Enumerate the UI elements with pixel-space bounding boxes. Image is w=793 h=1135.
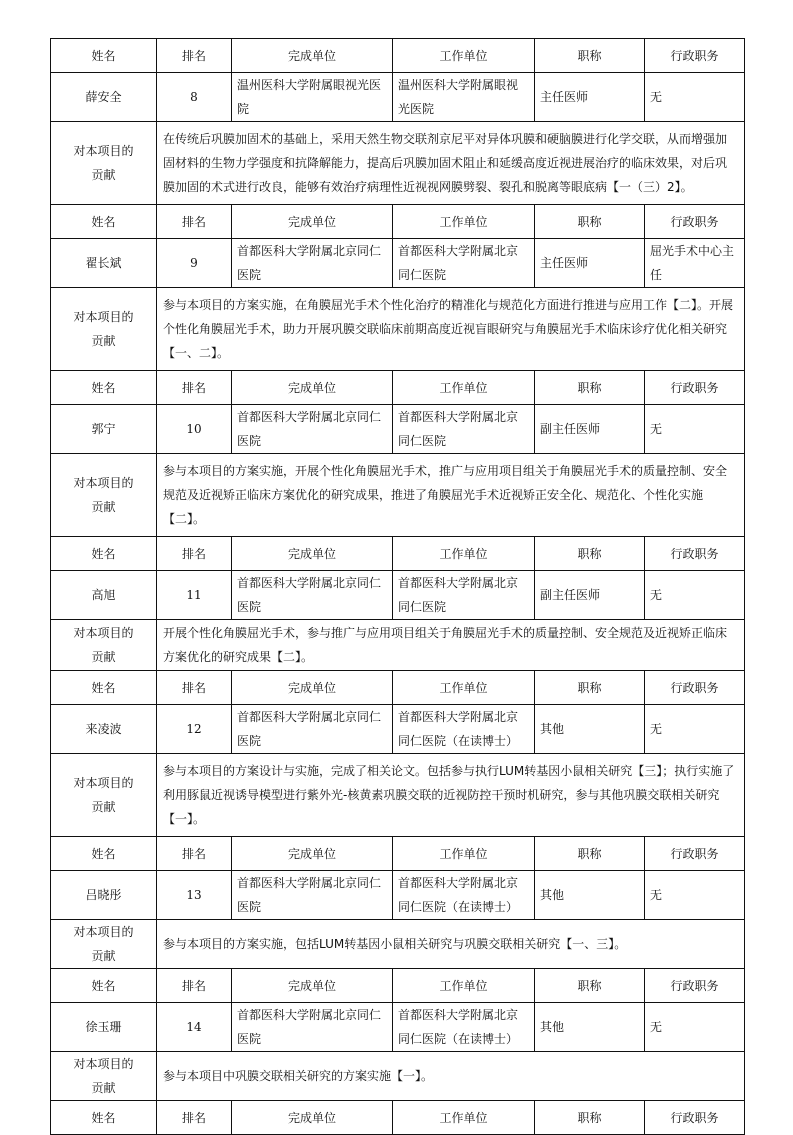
header-name: 姓名 <box>51 205 157 239</box>
contribution-text: 参与本项目的方案实施，在角膜屈光手术个性化治疗的精准化与规范化方面进行推进与应用工作【二】。开展个性化角膜屈光手术，助力开展巩膜交联临床前期高度近视盲眼研究与角膜屈光手术临床诊疗优化相关研究【一、二】。 <box>157 288 745 371</box>
person-row <box>51 1003 745 1052</box>
header-completion-unit: 完成单位 <box>232 537 393 571</box>
header-rank: 排名 <box>157 837 232 871</box>
header-completion-unit: 完成单位 <box>232 1101 393 1135</box>
header-rank: 排名 <box>157 371 232 405</box>
person-name: 徐玉珊 <box>51 1003 157 1052</box>
person-admin-position: 无 <box>645 571 745 620</box>
header-name: 姓名 <box>51 969 157 1003</box>
person-rank: 9 <box>157 239 232 288</box>
contribution-label-line2: 贡献 <box>91 168 116 182</box>
header-title: 职称 <box>535 371 645 405</box>
person-row <box>51 73 745 122</box>
header-completion-unit: 完成单位 <box>232 205 393 239</box>
person-title: 其他 <box>535 1003 645 1052</box>
contribution-label <box>51 288 157 371</box>
contribution-label <box>51 620 157 671</box>
person-completion-unit: 首都医科大学附属北京同仁医院 <box>232 705 393 754</box>
header-row <box>51 1101 745 1135</box>
header-rank: 排名 <box>157 969 232 1003</box>
contribution-row <box>51 1052 745 1101</box>
header-completion-unit: 完成单位 <box>232 969 393 1003</box>
header-row <box>51 39 745 73</box>
person-rank: 8 <box>157 73 232 122</box>
person-name: 翟长斌 <box>51 239 157 288</box>
header-admin-position: 行政职务 <box>645 205 745 239</box>
header-admin-position: 行政职务 <box>645 1101 745 1135</box>
header-row <box>51 205 745 239</box>
header-name: 姓名 <box>51 537 157 571</box>
person-rank: 11 <box>157 571 232 620</box>
header-admin-position: 行政职务 <box>645 969 745 1003</box>
person-rank: 10 <box>157 405 232 454</box>
person-work-unit: 温州医科大学附属眼视光医院 <box>393 73 535 122</box>
contribution-label <box>51 454 157 537</box>
header-work-unit: 工作单位 <box>393 371 535 405</box>
contribution-label-line1: 对本项目的 <box>73 144 134 158</box>
person-completion-unit: 温州医科大学附属眼视光医院 <box>232 73 393 122</box>
person-title: 主任医师 <box>535 73 645 122</box>
header-name: 姓名 <box>51 1101 157 1135</box>
contribution-label <box>51 754 157 837</box>
contribution-label-line2: 贡献 <box>91 800 116 814</box>
person-title: 副主任医师 <box>535 571 645 620</box>
header-admin-position: 行政职务 <box>645 537 745 571</box>
person-title: 主任医师 <box>535 239 645 288</box>
header-row <box>51 537 745 571</box>
person-name: 薛安全 <box>51 73 157 122</box>
contribution-row <box>51 454 745 537</box>
person-admin-position: 无 <box>645 405 745 454</box>
person-work-unit: 首都医科大学附属北京同仁医院 <box>393 239 535 288</box>
person-row <box>51 405 745 454</box>
contributors-table <box>50 38 745 1135</box>
contribution-row <box>51 620 745 671</box>
contribution-label-line2: 贡献 <box>91 650 116 664</box>
contribution-label-line2: 贡献 <box>91 334 116 348</box>
header-title: 职称 <box>535 837 645 871</box>
contribution-label-line2: 贡献 <box>91 500 116 514</box>
person-admin-position: 无 <box>645 871 745 920</box>
header-rank: 排名 <box>157 39 232 73</box>
contribution-label <box>51 920 157 969</box>
header-rank: 排名 <box>157 537 232 571</box>
person-name: 高旭 <box>51 571 157 620</box>
header-work-unit: 工作单位 <box>393 205 535 239</box>
header-name: 姓名 <box>51 371 157 405</box>
contribution-label-line1: 对本项目的 <box>73 476 134 490</box>
contribution-row <box>51 920 745 969</box>
contribution-label-line2: 贡献 <box>91 949 116 963</box>
contribution-label-line2: 贡献 <box>91 1081 116 1095</box>
contribution-label-line1: 对本项目的 <box>73 626 134 640</box>
header-work-unit: 工作单位 <box>393 671 535 705</box>
header-title: 职称 <box>535 205 645 239</box>
contribution-row <box>51 288 745 371</box>
contributors-table-body <box>51 39 745 1135</box>
person-rank: 12 <box>157 705 232 754</box>
person-name: 郭宁 <box>51 405 157 454</box>
contribution-label <box>51 1052 157 1101</box>
contribution-label-line1: 对本项目的 <box>73 776 134 790</box>
header-rank: 排名 <box>157 1101 232 1135</box>
person-row <box>51 571 745 620</box>
person-rank: 13 <box>157 871 232 920</box>
contribution-row <box>51 754 745 837</box>
person-title: 副主任医师 <box>535 405 645 454</box>
header-name: 姓名 <box>51 39 157 73</box>
contribution-text: 开展个性化角膜屈光手术，参与推广与应用项目组关于角膜屈光手术的质量控制、安全规范及近视矫正临床方案优化的研究成果【二】。 <box>157 620 745 671</box>
contribution-text: 参与本项目的方案实施，开展个性化角膜屈光手术，推广与应用项目组关于角膜屈光手术的质量控制、安全规范及近视矫正临床方案优化的研究成果，推进了角膜屈光手术近视矫正安全化、规范化、个性化实施【二】。 <box>157 454 745 537</box>
person-row <box>51 705 745 754</box>
contribution-label-line1: 对本项目的 <box>73 1057 134 1071</box>
person-name: 吕晓彤 <box>51 871 157 920</box>
contribution-text: 参与本项目的方案设计与实施，完成了相关论文。包括参与执行LUM转基因小鼠相关研究【三】；执行实施了利用豚鼠近视诱导模型进行紫外光-核黄素巩膜交联的近视防控干预时机研究，参与其他巩膜交联相关研究【一】。 <box>157 754 745 837</box>
person-rank: 14 <box>157 1003 232 1052</box>
header-work-unit: 工作单位 <box>393 1101 535 1135</box>
person-completion-unit: 首都医科大学附属北京同仁医院 <box>232 239 393 288</box>
contribution-label <box>51 122 157 205</box>
person-row <box>51 871 745 920</box>
header-work-unit: 工作单位 <box>393 39 535 73</box>
person-row <box>51 239 745 288</box>
header-rank: 排名 <box>157 205 232 239</box>
person-completion-unit: 首都医科大学附属北京同仁医院 <box>232 1003 393 1052</box>
header-row <box>51 371 745 405</box>
header-work-unit: 工作单位 <box>393 837 535 871</box>
person-completion-unit: 首都医科大学附属北京同仁医院 <box>232 405 393 454</box>
header-admin-position: 行政职务 <box>645 39 745 73</box>
person-work-unit: 首都医科大学附属北京同仁医院（在读博士） <box>393 1003 535 1052</box>
header-title: 职称 <box>535 1101 645 1135</box>
contribution-text: 在传统后巩膜加固术的基础上，采用天然生物交联剂京尼平对异体巩膜和硬脑膜进行化学交联，从而增强加固材料的生物力学强度和抗降解能力，提高后巩膜加固术阻止和延缓高度近视进展治疗的临床效果，对后巩膜加固的术式进行改良，能够有效治疗病理性近视视网膜劈裂、裂孔和脱离等眼底病【一（三）2】。 <box>157 122 745 205</box>
person-title: 其他 <box>535 705 645 754</box>
contribution-label-line1: 对本项目的 <box>73 925 134 939</box>
header-name: 姓名 <box>51 671 157 705</box>
header-completion-unit: 完成单位 <box>232 39 393 73</box>
header-completion-unit: 完成单位 <box>232 371 393 405</box>
person-work-unit: 首都医科大学附属北京同仁医院（在读博士） <box>393 871 535 920</box>
person-admin-position: 屈光手术中心主任 <box>645 239 745 288</box>
header-title: 职称 <box>535 39 645 73</box>
contribution-text: 参与本项目中巩膜交联相关研究的方案实施【一】。 <box>157 1052 745 1101</box>
person-completion-unit: 首都医科大学附属北京同仁医院 <box>232 571 393 620</box>
header-admin-position: 行政职务 <box>645 671 745 705</box>
header-admin-position: 行政职务 <box>645 371 745 405</box>
header-row <box>51 969 745 1003</box>
person-work-unit: 首都医科大学附属北京同仁医院 <box>393 571 535 620</box>
person-admin-position: 无 <box>645 705 745 754</box>
header-name: 姓名 <box>51 837 157 871</box>
person-title: 其他 <box>535 871 645 920</box>
header-completion-unit: 完成单位 <box>232 671 393 705</box>
person-completion-unit: 首都医科大学附属北京同仁医院 <box>232 871 393 920</box>
header-completion-unit: 完成单位 <box>232 837 393 871</box>
header-title: 职称 <box>535 969 645 1003</box>
contribution-text: 参与本项目的方案实施，包括LUM转基因小鼠相关研究与巩膜交联相关研究【一、三】。 <box>157 920 745 969</box>
person-admin-position: 无 <box>645 1003 745 1052</box>
header-title: 职称 <box>535 671 645 705</box>
person-work-unit: 首都医科大学附属北京同仁医院 <box>393 405 535 454</box>
contribution-row <box>51 122 745 205</box>
person-admin-position: 无 <box>645 73 745 122</box>
contribution-label-line1: 对本项目的 <box>73 310 134 324</box>
header-title: 职称 <box>535 537 645 571</box>
header-work-unit: 工作单位 <box>393 969 535 1003</box>
header-row <box>51 671 745 705</box>
person-work-unit: 首都医科大学附属北京同仁医院（在读博士） <box>393 705 535 754</box>
header-rank: 排名 <box>157 671 232 705</box>
person-name: 来凌波 <box>51 705 157 754</box>
header-work-unit: 工作单位 <box>393 537 535 571</box>
header-row <box>51 837 745 871</box>
header-admin-position: 行政职务 <box>645 837 745 871</box>
